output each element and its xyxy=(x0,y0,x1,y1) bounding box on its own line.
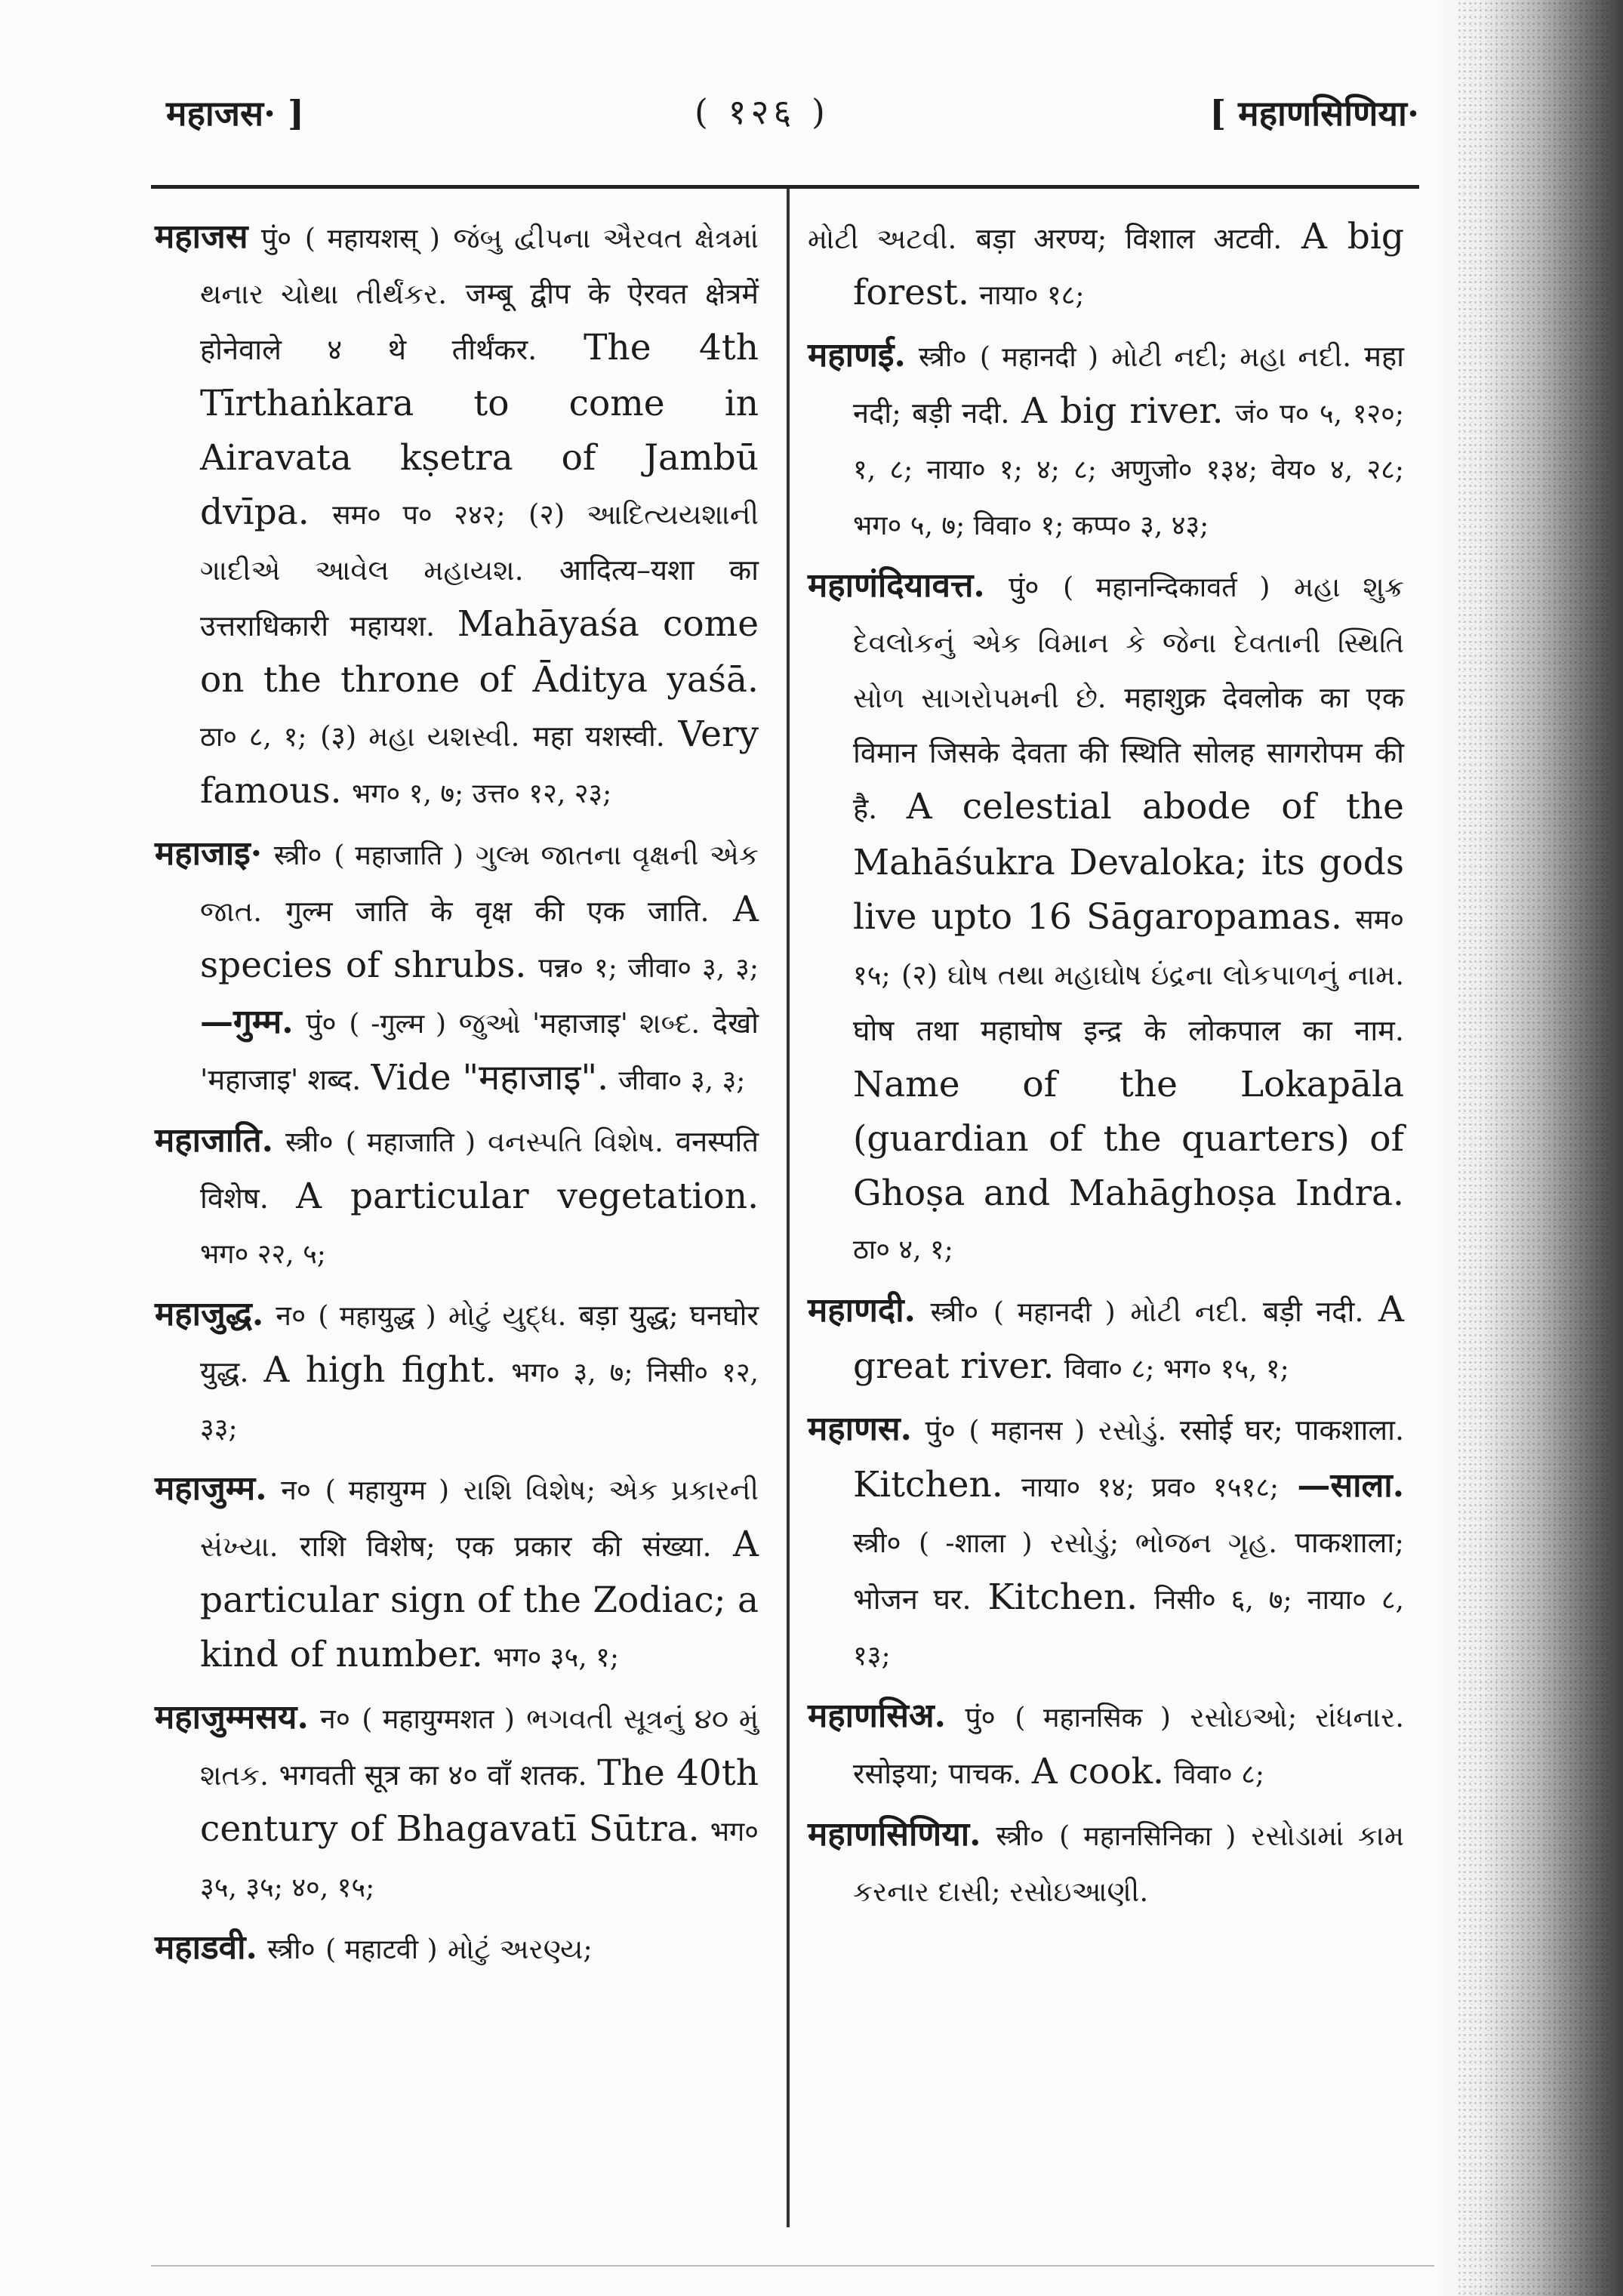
entry-grammar: न० xyxy=(320,1703,350,1735)
entry-grammar: न० xyxy=(281,1474,312,1506)
entry-headword: महाजुम्मसय. xyxy=(155,1698,309,1737)
dictionary-entry xyxy=(808,1402,1404,1683)
entry-hindi: बड़ी नदी. xyxy=(1263,1295,1364,1328)
entry-hindi: बड़ा अरण्य; विशाल अटवी. xyxy=(975,222,1283,255)
header-last-word: [ महाणसिणिया· xyxy=(1209,93,1419,134)
column-divider xyxy=(787,189,790,2227)
entry-headword: महाणस. xyxy=(808,1410,912,1448)
entry-gujarati: વનસ્પતિ વિશેષ. xyxy=(488,1126,664,1158)
entry-grammar: पुं० xyxy=(965,1701,996,1734)
entry-hindi: भगवती सूत्र का ४० वाँ शतक. xyxy=(279,1758,587,1792)
entry-grammar: स्त्री० xyxy=(996,1820,1045,1852)
entry-sub-grammar: स्त्री० xyxy=(853,1527,901,1559)
entry-sanskrit: ( महाजाति ) xyxy=(345,1127,476,1158)
entry-english: The 4th Tīrthaṅkara to come in Airavata kṣetra of Jambū dvīpa. xyxy=(200,327,759,533)
entry-headword: महाणदी. xyxy=(808,1291,916,1330)
entry-english-2: Name of the Lokapāla (guardian of the quarters) of Ghoṣa and Mahāghoṣa Indra. xyxy=(853,1064,1404,1214)
entry-refs: नाया० १८; xyxy=(979,280,1085,311)
entry-hindi: राशि विशेष; एक प्रकार की संख्या. xyxy=(299,1530,712,1563)
entry-english: A celestial abode of the Mahāśukra Devaloka; its gods live upto 16 Sāgaropamas. xyxy=(853,786,1404,938)
entry-gujarati: મોટી નદી. xyxy=(1130,1296,1249,1328)
entry-english: A high fight. xyxy=(263,1349,497,1391)
entry-refs-2: ठा० ४, १; xyxy=(853,1234,953,1265)
entry-hindi-3: महा यशस्वी. xyxy=(533,720,665,753)
entry-sanskrit: ( महानस ) xyxy=(969,1416,1086,1447)
entry-gujarati: ભગવતી સૂત્રનું ૪૦ મું શતક. xyxy=(200,1703,759,1792)
entry-grammar: स्त्री० xyxy=(285,1126,334,1158)
entry-headword: महाजाति. xyxy=(155,1121,273,1160)
entry-gujarati-2: (२) આદિત્યયશાની ગાદીએ આવેલ મહાયશ. xyxy=(200,498,759,587)
dictionary-entry xyxy=(155,1462,759,1684)
entry-gujarati: જંબુ દ્વીપના ઐરવત ક્ષેત્રમાં થનાર ચોથા તીર્થંકર. xyxy=(200,222,759,310)
dictionary-entry xyxy=(155,1921,759,1977)
dictionary-entry xyxy=(808,1689,1404,1801)
entry-grammar: स्त्री० xyxy=(273,839,322,871)
entry-headword: महाणई. xyxy=(808,336,906,374)
entry-gujarati: રસોડું. xyxy=(1098,1414,1167,1447)
entry-sanskrit: ( महानसिक ) xyxy=(1015,1703,1171,1734)
entry-grammar: पुं० xyxy=(261,222,292,254)
header-first-word: महाजस· ] xyxy=(166,93,304,134)
entry-gujarati: મોટી નદી; મહા નદી. xyxy=(1111,341,1352,373)
entry-sub-refs: जीवा० ३, ३; xyxy=(618,1065,746,1096)
entry-refs: जं० प० ५, १२०; १, ८; नाया० १; ४; ८; अणुजो० १३४; वेय० ४, २८; भग० ५, ७; विवा० १; कप्प० ३, ४३; xyxy=(853,399,1404,541)
entry-grammar: स्त्री० xyxy=(930,1296,979,1328)
entry-hindi: बड़ा युद्ध; घनघोर युद्ध. xyxy=(200,1299,759,1388)
entry-grammar: पुं० xyxy=(925,1414,956,1447)
entry-refs: सम० १५; xyxy=(853,905,1404,991)
entry-gujarati: રસોડામાં કામ કરનાર દાસી; રસોઇઆણી. xyxy=(853,1820,1404,1908)
entry-english: A cook. xyxy=(1031,1751,1164,1792)
entry-sub-english: Kitchen. xyxy=(987,1576,1138,1618)
entry-sanskrit: ( महानसिनिका ) xyxy=(1059,1821,1236,1852)
entry-english: A big forest. xyxy=(853,216,1405,313)
entry-headword: महाजुद्ध. xyxy=(155,1295,264,1333)
entry-hindi: जम्बू द्वीप के ऐरवत क्षेत्रमें होनेवाले ४ थे तीर्थंकर. xyxy=(200,277,759,366)
entry-english: A species of shrubs. xyxy=(200,889,759,986)
entry-refs: भग० २२, ५; xyxy=(200,1239,326,1270)
entry-sanskrit: ( महायुद्ध ) xyxy=(318,1301,436,1332)
entry-english: A big river. xyxy=(1021,390,1224,432)
entry-english: A great river. xyxy=(853,1289,1404,1387)
entry-english: A particular vegetation. xyxy=(296,1176,759,1217)
entry-english-2: Mahāyaśa come on the throne of Āditya yaśā. xyxy=(200,603,759,701)
entry-refs: विवा० ८; भग० १५, १; xyxy=(1064,1354,1289,1385)
entry-gujarati: રસોઇઓ; રાંધનાર. xyxy=(1190,1701,1405,1734)
right-column xyxy=(808,210,1404,1925)
entry-gujarati: મોટી અટવી. xyxy=(808,223,957,255)
entry-subheadword: —गुम्म. xyxy=(200,1003,294,1041)
entry-continuation xyxy=(808,210,1404,322)
dictionary-entry xyxy=(155,1114,759,1281)
entry-sub-hindi: देखो 'महाजाइ' शब्द. xyxy=(200,1006,759,1096)
entry-gujarati: મોટું યુદ્ધ. xyxy=(448,1299,567,1332)
entry-grammar: स्त्री० xyxy=(267,1933,316,1965)
dictionary-entry xyxy=(155,1287,759,1456)
entry-grammar: पुं० xyxy=(1009,571,1039,603)
footer-rule xyxy=(151,2265,1434,2267)
entry-gujarati: ગુલ્મ જાતના વૃક્ષની એક જાત. xyxy=(200,839,759,928)
entry-english: The 40th century of Bhagavatī Sūtra. xyxy=(200,1752,759,1850)
entry-hindi-2: घोष तथा महाघोष इन्द्र के लोकपाल का नाम. xyxy=(853,1014,1404,1047)
entry-sub-hindi: पाकशाला; भोजन घर. xyxy=(853,1526,1405,1616)
entry-gujarati: રાશિ વિશેષ; એક પ્રકારની સંખ્યા. xyxy=(200,1474,759,1563)
dictionary-entry xyxy=(808,559,1404,1277)
entry-refs: भग० ३५, १; xyxy=(493,1642,619,1673)
dictionary-entry xyxy=(155,827,759,1108)
header-rule xyxy=(151,185,1419,189)
entry-english: Kitchen. xyxy=(853,1464,1003,1505)
entry-hindi-2: आदित्य–यशा का उत्तराधिकारी महायश. xyxy=(200,553,759,643)
entry-sanskrit: ( महायुग्म ) xyxy=(325,1475,449,1506)
entry-refs: नाया० १४; प्रव० १५१८; xyxy=(1021,1472,1280,1503)
left-column xyxy=(155,210,759,1983)
entry-english: A particular sign of the Zodiac; a kind of number. xyxy=(200,1524,759,1675)
dictionary-entry xyxy=(808,1808,1404,1918)
entry-sub-gujarati: રસોડું; ભોજન ગૃહ. xyxy=(1049,1527,1277,1559)
entry-sub-refs: निसी० ६, ७; नाया० ८, १३; xyxy=(853,1585,1404,1672)
entry-gujarati-2: (२) ઘોષ તથા મહાઘોષ ઇંદ્રના લોકપાળનું નામ. xyxy=(901,959,1405,991)
page-header xyxy=(151,83,1419,159)
entry-hindi: वनस्पति विशेष. xyxy=(200,1125,759,1215)
dictionary-entry xyxy=(808,328,1404,553)
entry-sub-grammar: पुं० xyxy=(306,1007,337,1040)
entry-hindi: रसोई घर; पाकशाला. xyxy=(1179,1413,1405,1447)
entry-headword: महाडवी. xyxy=(155,1928,257,1967)
entry-headword: महाणसिणिया. xyxy=(808,1815,981,1854)
page-number: ( १२६ ) xyxy=(694,91,830,132)
entry-sanskrit: ( महानदी ) xyxy=(993,1297,1116,1328)
entry-grammar: स्त्री० xyxy=(919,341,967,373)
entry-sanskrit: ( महाटवी ) xyxy=(325,1934,438,1965)
entry-refs: पन्न० १; जीवा० ३, ३; xyxy=(538,953,759,984)
dictionary-entry xyxy=(155,1690,759,1915)
entry-hindi: महा नदी; बड़ी नदी. xyxy=(853,340,1405,430)
entry-headword: महाणंदियावत्त. xyxy=(808,566,985,605)
entry-english-3: Very famous. xyxy=(200,713,759,812)
entry-refs: विवा० ८; xyxy=(1174,1759,1264,1790)
entry-sub-sanskrit: ( -शाला ) xyxy=(918,1528,1033,1559)
entry-sanskrit: ( महानन्दिकावर्त ) xyxy=(1063,572,1270,603)
entry-refs: सम० प० २४२; xyxy=(332,500,506,531)
entry-headword: महाजस xyxy=(155,217,248,256)
entry-sanskrit: ( महायुग्मशत ) xyxy=(362,1704,515,1735)
entry-refs-3: भग० १, ७; उत्त० १२, २३; xyxy=(351,778,612,809)
entry-headword: महाजाइ· xyxy=(155,834,263,873)
entry-hindi: गुल्म जाति के वृक्ष की एक जाति. xyxy=(285,895,710,928)
entry-gujarati: મહા શુક્ર દેવલોકનું એક વિમાન કે જેના દેવતાની સ્થિતિ સોળ સાગરોપમની છે. xyxy=(853,571,1405,714)
entry-headword: महाणसिअ. xyxy=(808,1697,946,1735)
entry-sub-sanskrit: ( -गुल्म ) xyxy=(349,1009,447,1040)
entry-grammar: न० xyxy=(276,1299,306,1332)
entry-gujarati-3: (३) મહા યશસ્વી. xyxy=(320,720,520,753)
entry-sub-english: Vide "महाजाइ". xyxy=(371,1057,609,1099)
entry-refs-2: ठा० ८, १; xyxy=(200,722,307,753)
entry-gujarati: મોટું અરણ્ય; xyxy=(447,1933,593,1965)
dictionary-entry xyxy=(155,210,759,821)
entry-subheadword: —साला. xyxy=(1297,1466,1405,1505)
entry-hindi: महाशुक्र देवलोक का एक विमान जिसके देवता की स्थिति सोलह सागरोपम की है. xyxy=(853,681,1405,825)
entry-refs: भग० ३, ७; निसी० १२, ३३; xyxy=(200,1358,759,1444)
entry-sanskrit: ( महायशस् ) xyxy=(304,223,440,254)
entry-sanskrit: ( महानदी ) xyxy=(979,342,1099,373)
dictionary-entry xyxy=(808,1283,1404,1396)
entry-headword: महाजुम्म. xyxy=(155,1469,267,1508)
entry-hindi: रसोइया; पाचक. xyxy=(853,1757,1022,1790)
entry-sub-gujarati: જુઓ 'महाजाइ' શબ્દ. xyxy=(458,1007,701,1040)
entry-sanskrit: ( महाजाति ) xyxy=(334,840,464,871)
page-edge-speckle xyxy=(1457,0,1608,2296)
entry-refs: भग० ३५, ३५; ४०, १५; xyxy=(200,1817,759,1903)
